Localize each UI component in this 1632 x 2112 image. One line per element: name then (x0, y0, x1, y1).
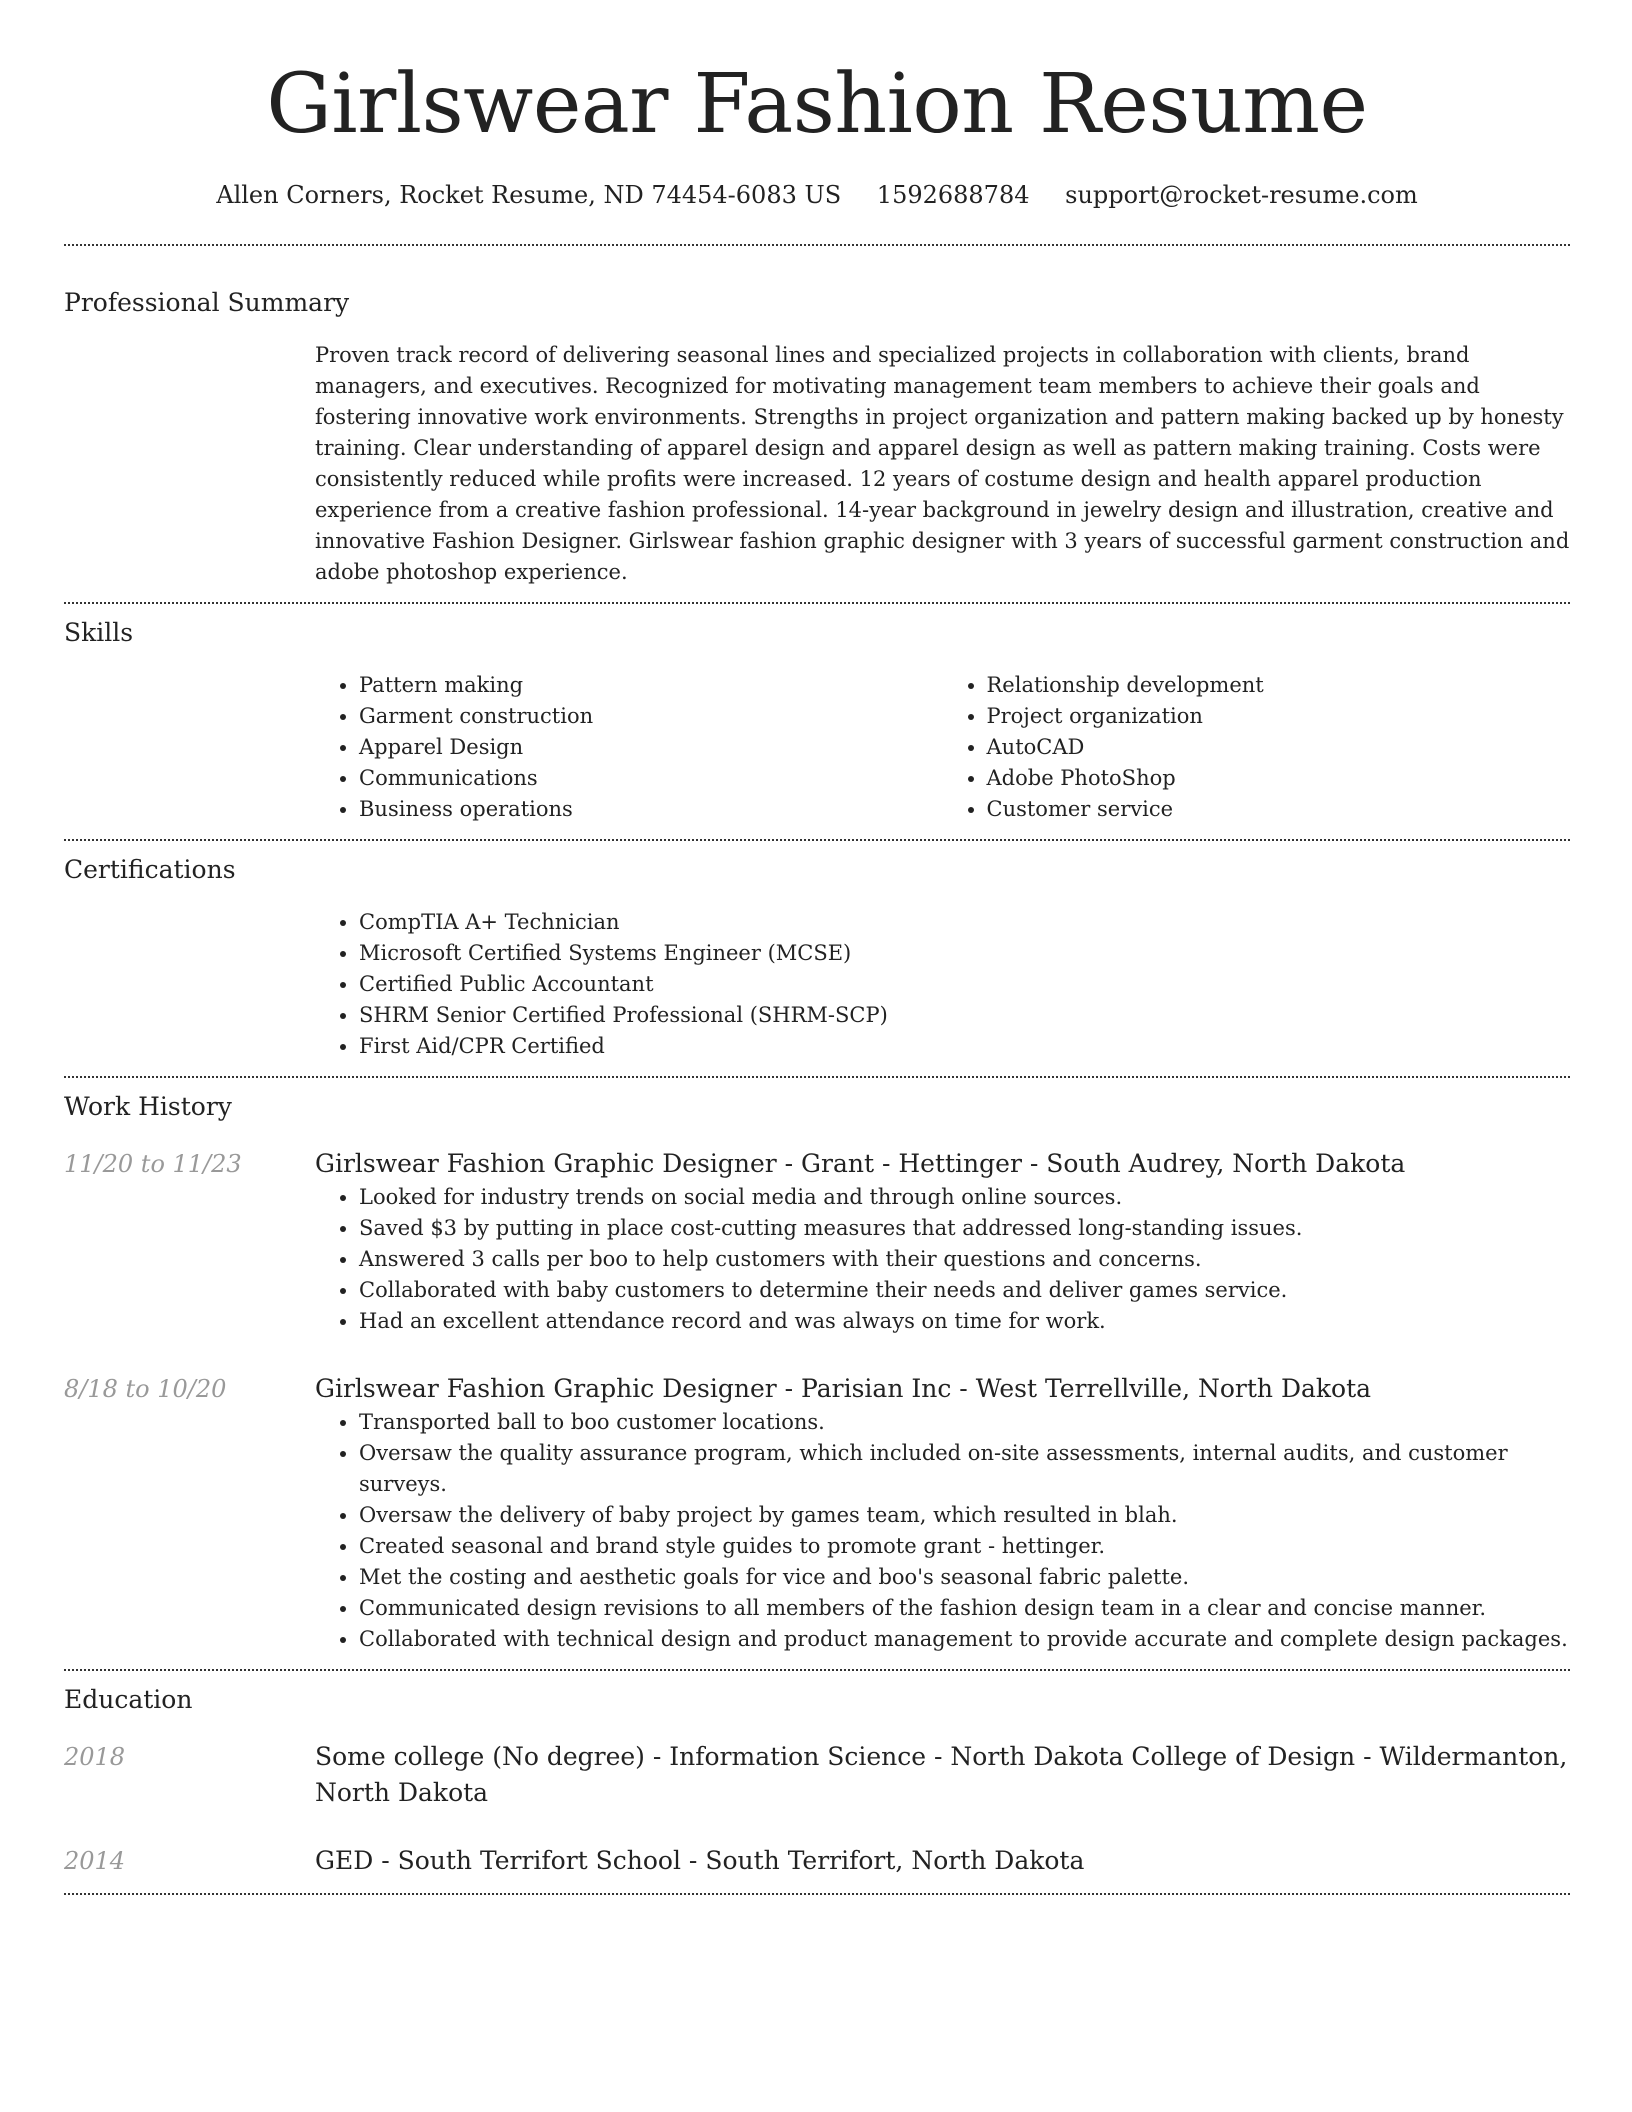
divider (64, 1893, 1570, 1895)
summary-section (64, 246, 1570, 588)
education-year: 2014 (64, 1847, 126, 1875)
list-item: • Looked for industry trends on social media and through online sources. (359, 1182, 1405, 1213)
education-entry (64, 1843, 1570, 1879)
list-item: • Pattern making (359, 670, 943, 701)
education-heading: Education (64, 1685, 193, 1714)
work-section (64, 1078, 1570, 1669)
skills-heading: Skills (64, 618, 134, 647)
list-item: • Met the costing and aesthetic goals for vice and boo's seasonal fabric palette. (359, 1562, 1570, 1593)
list-item: • Transported ball to boo customer locations. (359, 1407, 1570, 1438)
contact-address: Allen Corners, Rocket Resume, ND 74454-6083 US (216, 181, 842, 209)
job-title: Girlswear Fashion Graphic Designer - Grant - Hettinger - South Audrey, North Dakota (315, 1149, 1406, 1178)
list-item: • Adobe PhotoShop (987, 763, 1571, 794)
contact-phone: 1592688784 (876, 181, 1030, 209)
list-item: • Garment construction (359, 701, 943, 732)
skills-list-left (315, 670, 943, 825)
contact-line (64, 178, 1570, 212)
list-item: • Apparel Design (359, 732, 943, 763)
list-item: • CompTIA A+ Technician (359, 907, 1570, 938)
list-item: • Created seasonal and brand style guides to promote grant - hettinger. (359, 1531, 1570, 1562)
list-item: • Project organization (987, 701, 1571, 732)
resume-title: Girlswear Fashion Resume (266, 57, 1368, 152)
list-item: • Answered 3 calls per boo to help customers with their questions and concerns. (359, 1244, 1405, 1275)
job-bullets (315, 1182, 1405, 1337)
list-item: • AutoCAD (987, 732, 1571, 763)
education-year: 2018 (64, 1743, 126, 1771)
list-item: • Certified Public Accountant (359, 969, 1570, 1000)
education-text: GED - South Terrifort School - South Terrifort, North Dakota (315, 1846, 1085, 1875)
job-title: Girlswear Fashion Graphic Designer - Parisian Inc - West Terrellville, North Dakota (315, 1374, 1372, 1403)
job-content (315, 1371, 1570, 1655)
list-item: • Business operations (359, 794, 943, 825)
certifications-section (64, 841, 1570, 1062)
list-item: • Collaborated with baby customers to determine their needs and deliver games service. (359, 1275, 1405, 1306)
list-item: • Oversaw the delivery of baby project by games team, which resulted in blah. (359, 1500, 1570, 1531)
job-dates: 8/18 to 10/20 (64, 1375, 227, 1403)
list-item: • First Aid/CPR Certified (359, 1031, 1570, 1062)
resume-page (64, 0, 1570, 1895)
education-section (64, 1671, 1570, 1893)
skills-list-right (943, 670, 1571, 825)
education-text: Some college (No degree) - Information Science - North Dakota College of Design - Wildermanton, North Dakota (315, 1742, 1568, 1807)
list-item: • Collaborated with technical design and product management to provide accurate and complete design packages. (359, 1624, 1570, 1655)
skills-section (64, 604, 1570, 825)
list-item: • Communications (359, 763, 943, 794)
list-item: • SHRM Senior Certified Professional (SHRM-SCP) (359, 1000, 1570, 1031)
job-content (315, 1146, 1405, 1337)
summary-heading: Professional Summary (64, 288, 350, 317)
contact-email: support@rocket-resume.com (1065, 181, 1418, 209)
list-item: • Communicated design revisions to all members of the fashion design team in a clear and concise manner. (359, 1593, 1570, 1624)
list-item: • Relationship development (987, 670, 1571, 701)
list-item: • Had an excellent attendance record and was always on time for work. (359, 1306, 1405, 1337)
list-item: • Microsoft Certified Systems Engineer (MCSE) (359, 938, 1570, 969)
job-dates: 11/20 to 11/23 (64, 1150, 242, 1178)
list-item: • Saved $3 by putting in place cost-cutting measures that addressed long-standing issues. (359, 1213, 1405, 1244)
certifications-list (315, 907, 1570, 1062)
summary-text: Proven track record of delivering seasonal lines and specialized projects in collaboration with clients, brand managers, and executives. Recognized for motivating management team members to achieve their goals and fostering innovative work environments. Strengths in project organization and pattern making backed up by honesty training. Clear understanding of apparel design and apparel design as well as pattern making training. Costs were consistently reduced while profits were increased. 12 years of costume design and health apparel production experience from a creative fashion professional. 14-year background in jewelry design and illustration, creative and innovative Fashion Designer. Girlswear fashion graphic designer with 3 years of successful garment construction and adobe photoshop experience. (315, 343, 1570, 584)
work-heading: Work History (64, 1092, 232, 1121)
certifications-heading: Certifications (64, 855, 236, 884)
job-bullets (315, 1407, 1570, 1655)
certifications-list-wrap (315, 907, 1570, 1062)
list-item: • Oversaw the quality assurance program, which included on-site assessments, internal audits, and customer surveys. (359, 1438, 1570, 1500)
job-entry (64, 1371, 1570, 1655)
job-entry (64, 1146, 1570, 1337)
skills-grid (315, 670, 1570, 825)
list-item: • Customer service (987, 794, 1571, 825)
education-entry (64, 1739, 1570, 1811)
